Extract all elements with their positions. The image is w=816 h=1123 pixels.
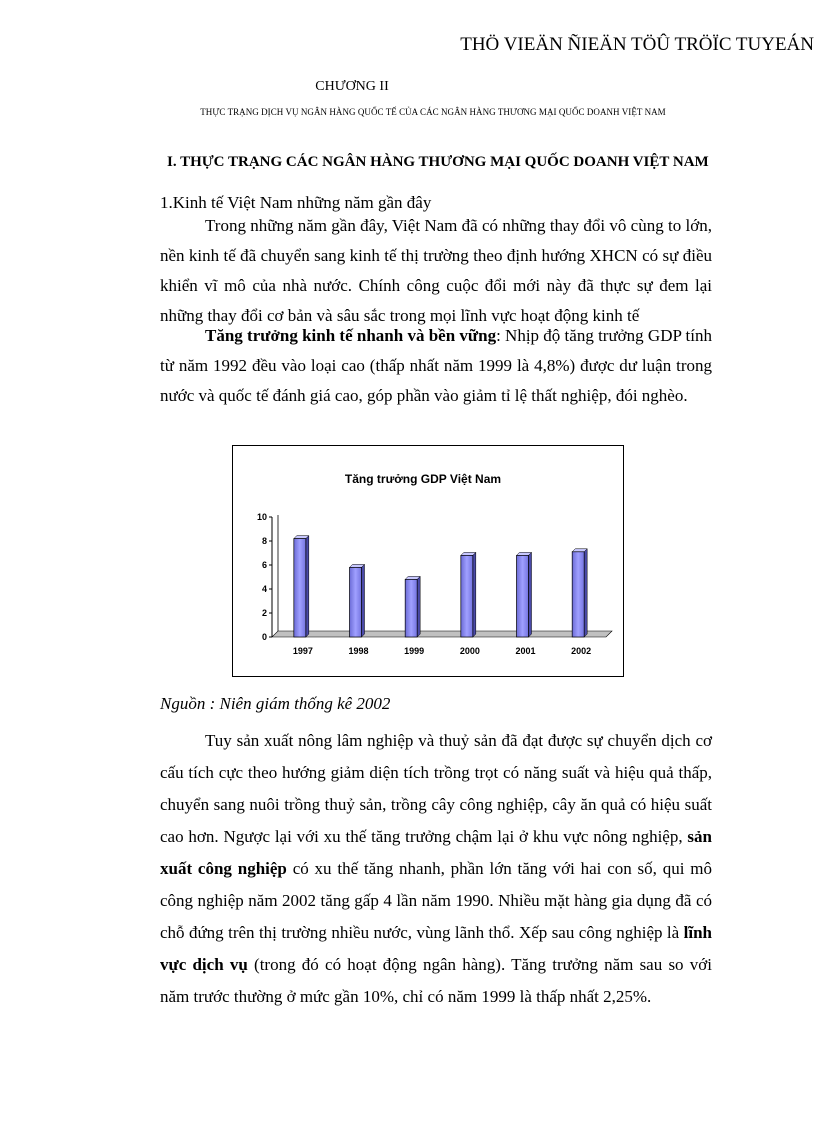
x-tick-label: 1997 [292,646,313,656]
gdp-bar-top [461,552,476,555]
services-emphasis: lĩnh vực dịch vụ [160,923,712,974]
paragraph-sectors-text-a: Tuy sản xuất nông lâm nghiệp và thuỷ sản đã đạt được sự chuyển dịch cơ cấu tích cực theo hướng giảm diện tích trồng trọt có năng suất và hiệu quả thấp, chuyển sang nuôi trồng thuỷ sản, trồng cây công nghiệp, cây ăn quả có hiệu suất cao hơn. Ngược lại với xu thế tăng trưởng chậm lại ở khu vực nông nghiệp, [160,731,712,846]
gdp-bar-2000 [461,555,473,637]
paragraph-intro-text: Trong những năm gần đây, Việt Nam đã có những thay đổi vô cùng to lớn, nền kinh tế đã chuyển sang kinh tế thị trường theo định hướng XHCN có sự điều khiển vĩ mô của nhà nước. Chính công cuộc đổi mới này đã thực sự đem lại những thay đổi cơ bản và sâu sắc trong mọi lĩnh vực hoạt động kinh tế [160,216,712,325]
gdp-bar-side [529,552,532,637]
gdp-chart [232,445,624,677]
paragraph-gdp-growth [160,321,712,411]
gdp-bar-top [572,549,587,552]
x-tick-label: 2002 [571,646,592,656]
gdp-growth-emphasis: Tăng trưởng kinh tế nhanh và bền vững [205,326,497,345]
gdp-bar-side [417,576,420,637]
paragraph-sectors-text-c: (trong đó có hoạt động ngân hàng). Tăng trưởng năm sau so với năm trước thường ở mức gần 10%, chỉ có năm 1999 là thấp nhất 2,25%. [160,955,712,1006]
y-tick-label: 6 [261,560,267,570]
y-tick-label: 0 [261,632,267,642]
gdp-growth-text: : Nhịp độ tăng trưởng GDP tính từ năm 1992 đều vào loại cao (thấp nhất năm 1999 là 4,8%) được dư luận trong nước và quốc tế đánh giá cao, góp phần vào giảm tỉ lệ thất nghiệp, đói nghèo. [160,326,713,405]
y-tick-label: 10 [256,512,267,522]
chart-title: Tăng trưởng GDP Việt Nam [344,472,502,486]
gdp-bar-1997 [294,539,306,637]
subsection-heading: 1.Kinh tế Việt Nam những năm gần đây [160,193,432,212]
paragraph-sectors [160,725,712,1013]
gdp-bar-1999 [405,579,417,637]
chapter-title: CHƯƠNG II [315,79,389,94]
gdp-bar-1998 [350,567,362,637]
chart-source-note: Nguồn : Niên giám thống kê 2002 [160,694,391,713]
gdp-bar-top [405,576,420,579]
gdp-bar-2001 [517,555,529,637]
gdp-bar-top [350,564,365,567]
section-heading: I. THỰC TRẠNG CÁC NGÂN HÀNG THƯƠNG MẠI QUỐC DOANH VIỆT NAM [167,154,709,170]
gdp-bar-top [517,552,532,555]
industry-emphasis: sản xuất công nghiệp [160,827,712,878]
gdp-bar-2002 [572,552,584,637]
gdp-bar-side [362,564,365,637]
x-tick-label: 1998 [348,646,369,656]
paragraph-sectors-text-b: có xu thế tăng nhanh, phần lớn tăng với hai con số, qui mô công nghiệp năm 2002 tăng gấp 4 lần năm 1990. Nhiều mặt hàng gia dụng đã có chỗ đứng trên thị trường nhiều nước, vùng lãnh thổ. Xếp sau công nghiệp là [160,859,712,942]
library-header: THÖ VIEÄN ÑIEÄN TÖÛ TRÖÏC TUYEÁN [460,34,814,55]
chapter-subtitle: THỰC TRẠNG DỊCH VỤ NGÂN HÀNG QUỐC TẾ CỦA CÁC NGÂN HÀNG THƯƠNG MẠI QUỐC DOANH VIỆT NAM [200,107,666,117]
gdp-bar-side [473,552,476,637]
gdp-bar-side [306,536,309,637]
gdp-chart-svg [233,446,625,678]
chart-floor [272,631,612,637]
paragraph-intro [160,211,712,331]
y-tick-label: 4 [261,584,267,594]
gdp-bar-top [294,536,309,539]
y-tick-label: 8 [261,536,267,546]
y-tick-label: 2 [261,608,267,618]
x-tick-label: 1999 [404,646,425,656]
x-tick-label: 2000 [459,646,480,656]
x-tick-label: 2001 [515,646,536,656]
gdp-bar-side [584,549,587,637]
